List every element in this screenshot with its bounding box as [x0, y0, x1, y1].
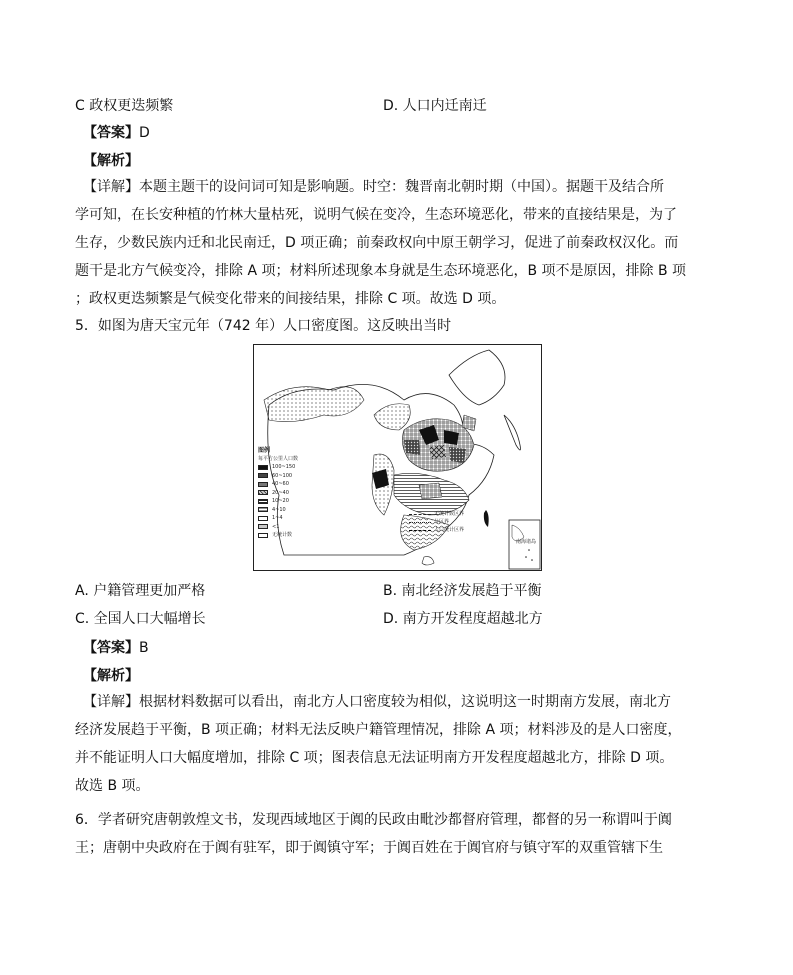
- boundary-legend: [409, 510, 464, 534]
- boundary-item: 人口统计区界: [409, 526, 464, 534]
- legend-item: <1: [258, 523, 298, 532]
- answer-value: B: [139, 640, 149, 656]
- inset-island: [531, 559, 533, 561]
- legend-item: 10~20: [258, 497, 298, 506]
- inset-island: [528, 549, 530, 551]
- q5-detail-line: 故选 B 项。: [75, 778, 150, 794]
- hainan: [422, 557, 434, 565]
- q5-analysis-tag: 【解析】: [83, 668, 139, 684]
- korea-outline: [504, 415, 521, 450]
- answer-value: D: [139, 125, 150, 141]
- q5-option-d: D. 南方开发程度超越北方: [383, 611, 543, 627]
- q4-option-d: D. 人口内迁南迁: [383, 98, 487, 114]
- legend-unit: 每平方公里人口数: [258, 456, 299, 462]
- q4-detail-line: 题干是北方气候变冷，排除 A 项；材料所述现象本身就是生态环境恶化，B 项不是原因，排除 B 项: [75, 263, 687, 279]
- q6-line: 王；唐朝中央政府在于阗有驻军，即于阗镇守军；于阗百姓在于阗官府与镇守军的双重管辖下生: [75, 840, 663, 856]
- region-dense-3: [429, 445, 446, 459]
- q4-detail-line: 生存，少数民族内迁和北民南迁，D 项正确；前秦政权向中原王朝学习，促进了前秦政权汉化。而: [75, 235, 679, 251]
- q5-detail-line: 【详解】根据材料数据可以看出，南北方人口密度较为相似，这说明这一时期南方发展，南北方: [83, 694, 671, 710]
- q4-answer: [83, 123, 150, 143]
- q5-stem: 5．如图为唐天宝元年（742 年）人口密度图。这反映出当时: [75, 318, 452, 334]
- q5-option-b: B. 南北经济发展趋于平衡: [383, 583, 542, 599]
- legend-item: 40~60: [258, 480, 298, 489]
- q4-detail-line: 学可知，在长安种植的竹林大量枯死，说明气候在变冷，生态环境恶化，带来的直接结果是，为了: [75, 207, 677, 223]
- inset-island: [525, 556, 527, 558]
- legend-item: 20~40: [258, 489, 298, 498]
- q5-option-a: A. 户籍管理更加严格: [75, 583, 206, 599]
- legend-item: 1~4: [258, 514, 298, 523]
- region-yangtze-2: [419, 483, 442, 499]
- answer-tag: 【答案】: [83, 125, 139, 141]
- q4-analysis-tag: 【解析】: [83, 153, 139, 169]
- q6-stem: [75, 806, 715, 862]
- q4-detail-line: 【详解】本题主题干的设问词可知是影响题。时空：魏晋南北朝时期（中国）。据题干及结合所: [83, 179, 664, 195]
- region-dense-5: [404, 440, 420, 455]
- q5-option-c: C. 全国人口大幅增长: [75, 611, 206, 627]
- taiwan: [484, 510, 489, 527]
- boundary-item: 无统计数区界: [409, 510, 464, 518]
- legend-item: 4~10: [258, 506, 298, 515]
- q4-detail: [75, 173, 715, 313]
- q5-answer: [83, 638, 149, 658]
- q5-detail-line: 并不能证明人口大幅度增加，排除 C 项；图表信息无法证明南方开发程度超越北方，排除 D 项。: [75, 750, 674, 766]
- map-legend: [258, 447, 298, 540]
- northeast-outline: [449, 350, 505, 405]
- region-dense-4: [449, 447, 466, 463]
- q5-detail-line: 经济发展趋于平衡，B 项正确；材料无法反映户籍管理情况，排除 A 项；材料涉及的是人口密度，: [75, 722, 682, 738]
- q4-detail-line: ；政权更迭频繁是气候变化带来的间接结果，排除 C 项。故选 D 项。: [75, 291, 506, 307]
- q5-detail: [75, 688, 715, 800]
- q4-option-c: C 政权更迭频繁: [75, 98, 174, 114]
- boundary-item: 分区界: [409, 518, 464, 526]
- legend-item: 100~150: [258, 463, 298, 472]
- population-density-map: [253, 344, 542, 571]
- legend-item: 无统计数: [258, 531, 298, 540]
- q6-line: 6．学者研究唐朝敦煌文书，发现西域地区于阗的民政由毗沙都督府管理，都督的另一称谓叫于阗: [75, 812, 672, 828]
- inset-label: 南海诸岛: [516, 539, 537, 545]
- answer-tag: 【答案】: [83, 640, 139, 656]
- legend-title: 图例: [258, 447, 271, 454]
- legend-item: 60~100: [258, 472, 298, 481]
